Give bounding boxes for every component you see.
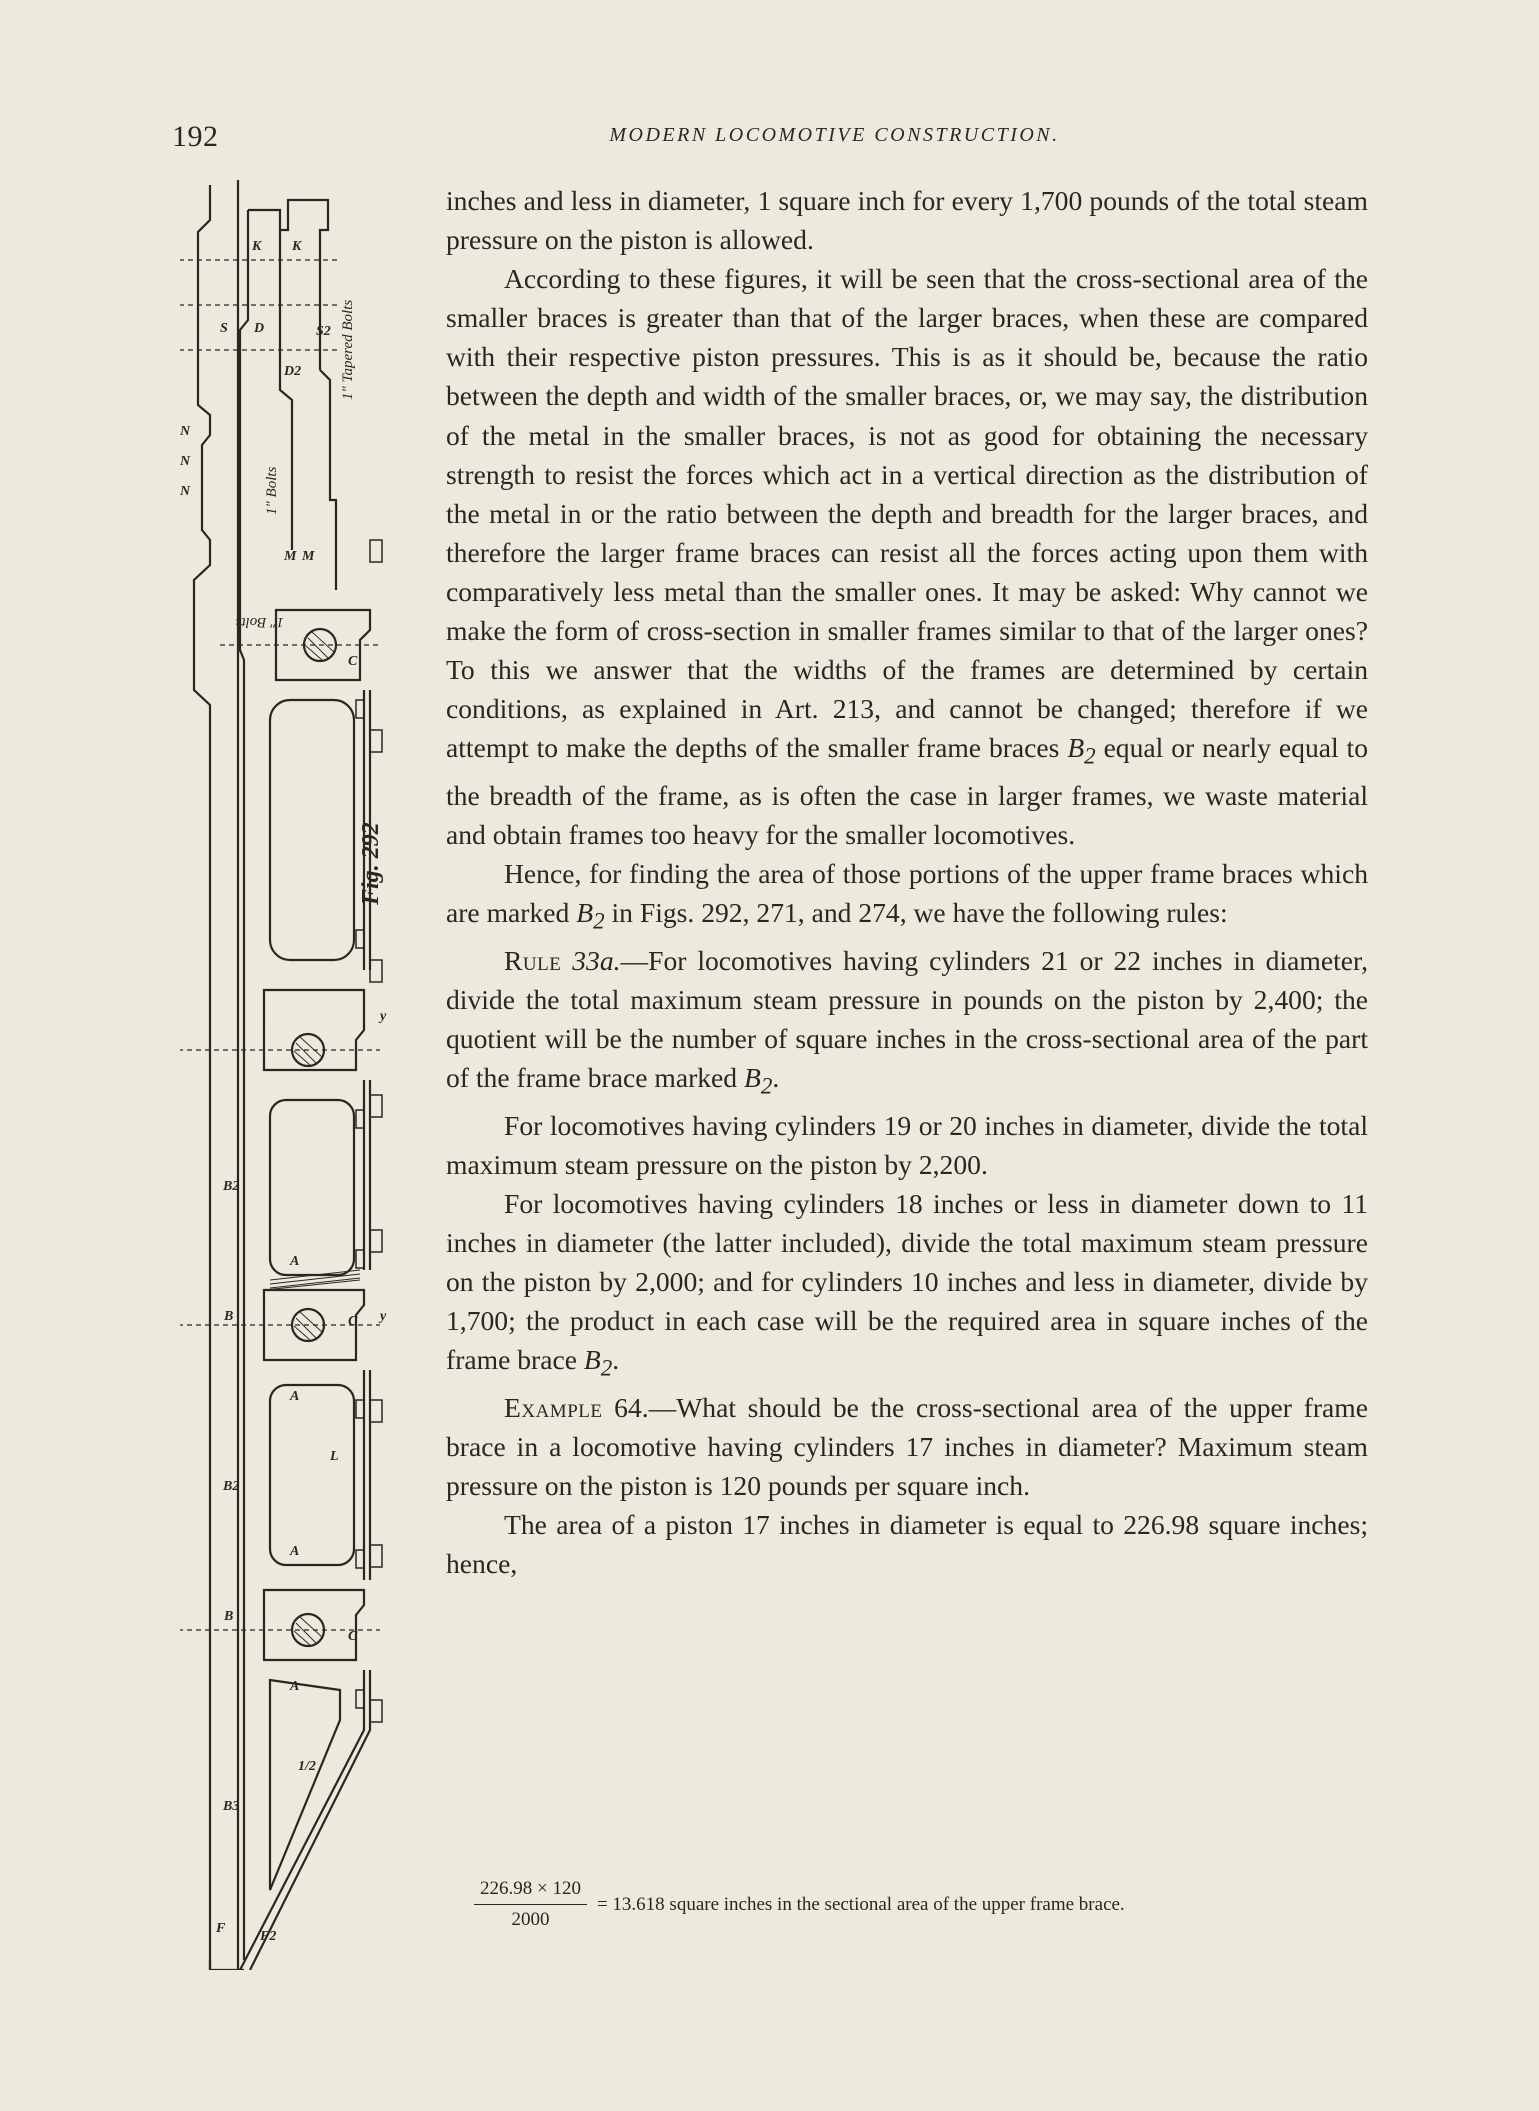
symbol-b2 <box>744 1062 773 1099</box>
pedestal-4 <box>264 1590 364 1660</box>
symbol-b: B <box>576 897 594 929</box>
body-text <box>446 181 1368 1583</box>
symbol-sub: 2 <box>600 1355 613 1381</box>
label-N-3: N <box>180 484 191 499</box>
rule-33a <box>446 941 1368 1106</box>
symbol-b2 <box>1067 732 1096 769</box>
frame-window-2 <box>270 1100 354 1275</box>
label-bolts: 1" Bolts <box>264 466 280 515</box>
brace-taper <box>240 1670 370 1970</box>
paragraph-8: The area of a piston 17 inches in diameter is equal to 226.98 square inches; hence, <box>446 1509 1368 1580</box>
label-M-1: M <box>284 549 297 564</box>
label-A-3: A <box>290 1544 300 1559</box>
running-title: MODERN LOCOMOTIVE CONSTRUCTION. <box>609 124 1060 146</box>
paragraph-2-end: equal or nearly equal to the breadth of the frame, as is often the case in larger frames, we waste material and obtain frames too heavy for the smaller locomotives. <box>446 732 1369 851</box>
frame-window-1 <box>270 700 354 960</box>
hatch-line <box>264 1280 360 1290</box>
frame-top-right <box>320 370 336 590</box>
symbol-b: B <box>583 1344 601 1376</box>
formula-denominator: 2000 <box>511 1909 550 1930</box>
frame-inner-line <box>240 210 248 1960</box>
label-B-2: B <box>224 1609 234 1624</box>
symbol-sub: 2 <box>760 1073 773 1099</box>
brace-2 <box>364 1080 370 1270</box>
label-N-2: N <box>180 454 191 469</box>
frame-outer-line <box>194 185 210 1970</box>
paragraph-1: inches and less in diameter, 1 square inch for every 1,700 pounds of the total steam pressure on the piston is allowed. <box>446 185 1368 256</box>
frame-window-3 <box>270 1385 354 1565</box>
figure-caption: Fig. 292 <box>358 822 384 905</box>
frame-drawing <box>180 170 430 1970</box>
label-B2-2: B2 <box>223 1479 240 1494</box>
label-half: 1/2 <box>298 1759 316 1774</box>
label-C-3: C <box>348 1629 358 1644</box>
label-bolts-flipped: 1" Bolts <box>235 614 284 630</box>
rule-text: —For locomotives having cylinders 21 or 22 inches in diameter, divide the total maximum steam pressure in pounds on the piston by 2,400; the quotient will be the number of square inches in the cross-sectional area of the part of the frame brace marked <box>446 944 1368 1094</box>
pin-holes <box>292 629 336 1646</box>
label-D: D <box>254 321 265 336</box>
brace-3 <box>364 1370 370 1580</box>
paragraph-3 <box>446 854 1368 941</box>
label-L: L <box>330 1449 339 1464</box>
pedestal-2 <box>264 990 364 1070</box>
label-A-4: A <box>290 1679 300 1694</box>
formula-fraction <box>474 1876 587 1933</box>
label-S: S <box>220 321 228 336</box>
label-A-2: A <box>290 1389 300 1404</box>
pin-hatching <box>294 632 334 1645</box>
example-text: 64.—What should be the cross-sectional area of the upper frame brace in a locomotive having cylinders 17 inches in diameter? Maximum steam pressure on the piston is 120 pounds per square inch. <box>446 1391 1368 1502</box>
paragraph-3-text: Hence, for finding the area of those portions of the upper frame braces which are marked <box>446 858 1368 929</box>
symbol-sub: 2 <box>593 908 605 934</box>
label-N-1: N <box>180 424 191 439</box>
paragraph-2 <box>446 259 1368 854</box>
rule-end: . <box>772 1062 780 1094</box>
frame-brace-figure <box>180 170 430 1970</box>
label-C-2: C <box>348 1314 358 1329</box>
label-S2: S2 <box>316 324 331 339</box>
label-D2: D2 <box>284 364 302 379</box>
label-B2-1: B2 <box>223 1179 240 1194</box>
paragraph-2-text: According to these figures, it will be seen that the cross-sectional area of the smaller braces is greater than that of the larger braces, when these are compared with their respective piston pressures. This is as it should be, because the ratio between the depth and width of the smaller braces, or, we may say, the distribution of the metal in the smaller braces, is not as good for obtaining the necessary strength to resist the forces which act in a vertical direction as the distribution of the metal in or the ratio between the depth and breadth for the larger braces, and therefore the larger frame braces can resist all the forces acting upon them with comparatively less metal than the smaller ones. It may be asked: Why cannot we make the form of cross-section in smaller frames similar to that of the larger ones? To this we answer that the widths of the frames are determined by certain conditions, as explained in Art. 213, and cannot be changed; therefore if we attempt to make the depths of the smaller frame braces <box>446 263 1368 764</box>
paragraph-6-text: For locomotives having cylinders 18 inches or less in diameter down to 11 inches in diameter (the latter included), divide the total maximum steam pressure on the piston by 2,000; and for cylinders 10 inches and less in diameter, divide by 1,700; the product in each case will be the required area in square inches of the frame brace <box>446 1187 1368 1376</box>
formula-result: = 13.618 square inches in the sectional area of the upper frame brace. <box>596 1893 1125 1915</box>
label-y-2: y <box>380 1309 387 1324</box>
label-F2: F2 <box>260 1929 277 1944</box>
symbol-b: B <box>1067 732 1085 764</box>
label-C-1: C <box>348 654 358 669</box>
label-y-1: y <box>380 1009 387 1024</box>
frame-top-jaw <box>248 200 328 370</box>
formula <box>474 1876 1374 1933</box>
label-M-2: M <box>302 549 315 564</box>
bolt-labels <box>235 300 356 630</box>
label-K: K <box>252 239 262 254</box>
label-A-1: A <box>290 1254 300 1269</box>
frame-top-slot <box>280 230 292 550</box>
label-F: F <box>216 1921 226 1936</box>
symbol-b2 <box>576 897 605 934</box>
label-B3: B3 <box>223 1799 240 1814</box>
example-64 <box>446 1388 1368 1505</box>
label-B-1: B <box>224 1309 234 1324</box>
symbol-b2 <box>583 1344 613 1381</box>
rule-label: Rule <box>504 944 562 976</box>
rule-number: 33a. <box>572 944 621 976</box>
paragraph-3-end: in Figs. 292, 271, and 274, we have the following rules: <box>611 897 1228 929</box>
symbol-b: B <box>744 1062 761 1094</box>
page-number: 192 <box>172 120 219 153</box>
label-tapered-bolts: 1" Tapered Bolts <box>340 299 356 400</box>
paragraph-5: For locomotives having cylinders 19 or 20 inches in diameter, divide the total maximum steam pressure on the piston by 2,200. <box>446 1109 1368 1180</box>
paragraph-6 <box>446 1184 1368 1388</box>
paragraph-6-end: . <box>612 1344 620 1376</box>
symbol-sub: 2 <box>1084 743 1096 769</box>
formula-numerator: 226.98 × 120 <box>474 1876 587 1905</box>
label-K2: K <box>292 239 302 254</box>
example-label: Example <box>504 1391 603 1423</box>
